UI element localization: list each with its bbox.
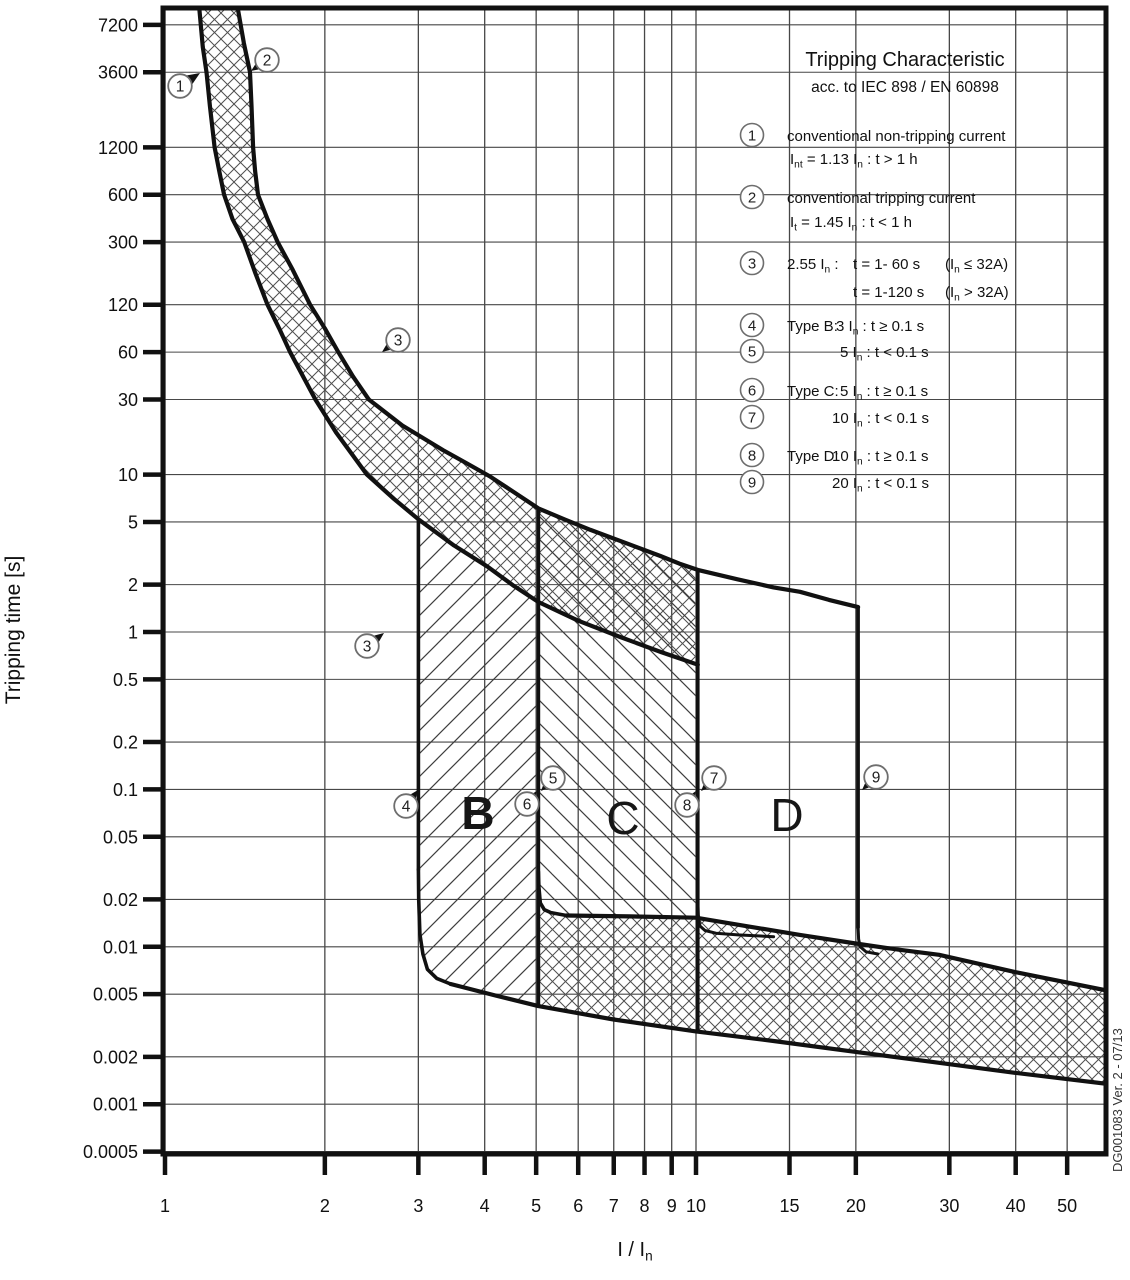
- legend-text: 5 $I_n$ : t < 0.1 s: [840, 344, 929, 364]
- y-tick-label: 1200: [97, 137, 138, 158]
- region-label-C: C: [606, 792, 640, 844]
- y-tick-label: 10: [117, 465, 138, 486]
- document-number: DG001083 Ver. 2 - 07/13: [1110, 1028, 1125, 1172]
- x-tick-label: 3: [413, 1196, 424, 1216]
- annotation-number-7: 7: [709, 770, 719, 788]
- x-tick-label: 15: [779, 1196, 800, 1216]
- x-tick-label: 5: [531, 1196, 542, 1216]
- annotation-number-5: 5: [548, 770, 558, 788]
- legend-number-9: 9: [747, 474, 757, 492]
- legend-text: 20 $I_n$ : t < 0.1 s: [832, 475, 929, 495]
- region-label-D: D: [770, 789, 804, 841]
- legend-text: conventional tripping current: [787, 190, 976, 207]
- y-tick-label: 1: [127, 622, 138, 643]
- x-tick-label: 8: [639, 1196, 650, 1216]
- y-tick-label: 0.002: [92, 1047, 138, 1068]
- y-tick-label: 60: [117, 342, 138, 363]
- y-tick-label: 0.05: [102, 827, 138, 848]
- legend-text: 3 $I_n$ : t ≥ 0.1 s: [836, 318, 925, 338]
- x-tick-label: 30: [939, 1196, 960, 1216]
- legend-text: t = 1- 60 s: [853, 256, 921, 273]
- legend-text: t = 1-120 s: [853, 284, 925, 301]
- legend-text: conventional non-tripping current: [787, 128, 1006, 145]
- y-tick-label: 120: [107, 295, 138, 316]
- y-tick-label: 0.02: [102, 889, 138, 910]
- y-tick-label: 600: [107, 185, 138, 206]
- legend-text: 5 $I_n$ : t ≥ 0.1 s: [840, 383, 929, 403]
- legend-text: 2.55 $I_n$ :: [787, 256, 839, 276]
- x-tick-label: 1: [159, 1196, 171, 1216]
- x-tick-label: 4: [479, 1196, 490, 1216]
- annotation-number-2: 2: [262, 52, 272, 70]
- hatched-regions: [199, 7, 1105, 1083]
- x-tick-label: 10: [685, 1196, 707, 1216]
- chart-subtitle: acc. to IEC 898 / EN 60898: [811, 79, 999, 96]
- legend-number-6: 6: [747, 382, 757, 400]
- legend-text: $I_t = 1.45$ $I_n$ : t < 1 h: [790, 214, 912, 234]
- legend-text: Type C:: [787, 383, 839, 400]
- y-tick-label: 3600: [97, 62, 138, 83]
- y-axis-title: Tripping time [s]: [2, 555, 25, 705]
- y-tick-label: 0.5: [112, 669, 138, 690]
- legend-number-8: 8: [747, 447, 757, 465]
- y-tick-label: 0.01: [102, 937, 138, 958]
- region-label-B: B: [461, 787, 495, 839]
- legend-text: Type D:: [787, 448, 839, 465]
- y-tick-label: 300: [107, 232, 138, 253]
- y-tick-label: 0.0005: [82, 1142, 138, 1163]
- y-tick-label: 0.2: [112, 732, 138, 753]
- fill-region-C: [538, 508, 697, 917]
- legend-text: $(I_n \le 32A)$: [945, 256, 1009, 276]
- y-tick-label: 30: [117, 390, 138, 411]
- y-tick-label: 0.1: [112, 779, 138, 800]
- y-tick-label: 0.005: [92, 984, 138, 1005]
- annotation-number-9: 9: [871, 769, 881, 787]
- x-tick-label: 6: [573, 1196, 584, 1216]
- x-axis-title: I / $I_n$: [617, 1239, 653, 1264]
- legend-number-7: 7: [747, 409, 757, 427]
- x-tick-label: 40: [1005, 1196, 1026, 1216]
- legend: [741, 49, 1009, 494]
- legend-number-1: 1: [747, 127, 757, 145]
- legend-text: 10 $I_n$ : t < 0.1 s: [832, 410, 929, 430]
- annotation-number-1: 1: [175, 78, 185, 96]
- x-tick-label: 2: [319, 1196, 330, 1216]
- annotation-number-8: 8: [682, 797, 692, 815]
- legend-number-4: 4: [747, 317, 757, 335]
- chart-title: Tripping Characteristic: [805, 49, 1005, 71]
- x-tick-label: 20: [845, 1196, 866, 1216]
- legend-text: 10 $I_n$ : t ≥ 0.1 s: [832, 448, 929, 468]
- legend-number-5: 5: [747, 343, 757, 361]
- legend-text: Type B:: [787, 318, 838, 335]
- legend-number-3: 3: [747, 255, 757, 273]
- legend-number-2: 2: [747, 189, 757, 207]
- annotation-number-3: 3: [362, 638, 372, 656]
- y-tick-label: 2: [127, 575, 138, 596]
- x-tick-label: 50: [1057, 1196, 1078, 1216]
- legend-text: $I_{nt} = 1.13$ $I_n$ : t > 1 h: [790, 151, 918, 171]
- annotation-number-3: 3: [393, 332, 403, 350]
- x-tick-label: 9: [666, 1196, 677, 1216]
- y-tick-label: 0.001: [92, 1094, 138, 1115]
- y-tick-label: 7200: [97, 15, 138, 36]
- annotation-number-4: 4: [401, 798, 411, 816]
- y-tick-label: 5: [127, 512, 138, 533]
- annotation-number-6: 6: [522, 796, 532, 814]
- legend-text: $(I_n > 32A)$: [945, 284, 1009, 304]
- x-tick-label: 7: [608, 1196, 619, 1216]
